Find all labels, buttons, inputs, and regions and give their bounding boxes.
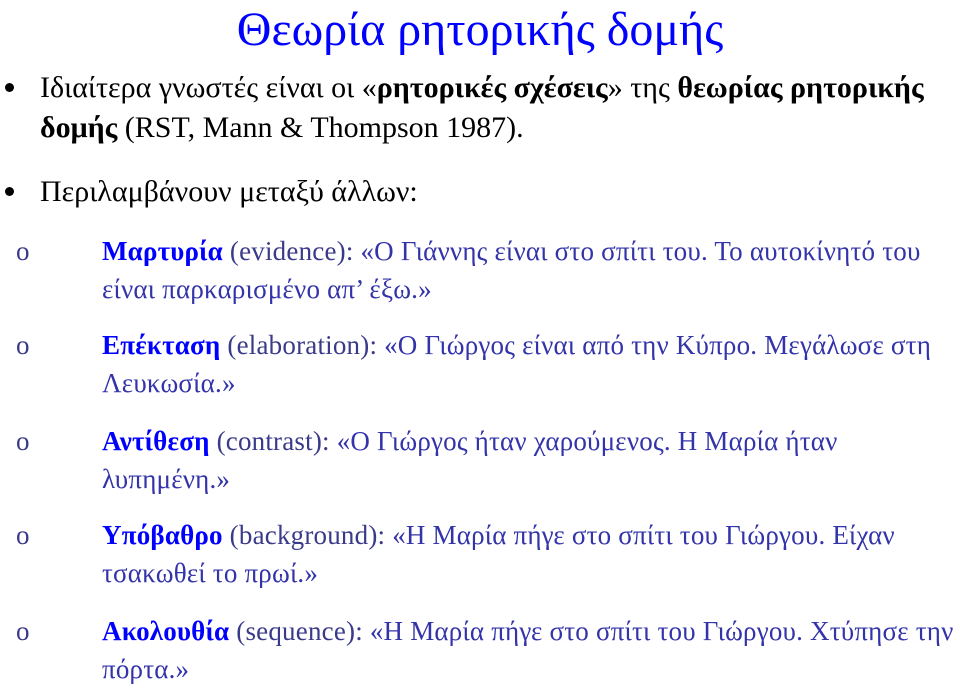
relation-gloss: (evidence): [222, 236, 361, 266]
sub-bullet-marker: o [16, 236, 30, 266]
relation-gloss: (background): [222, 520, 393, 550]
bullet-dot-icon [5, 187, 14, 196]
relation-term: Αντίθεση [102, 426, 210, 456]
bullet-dot-icon [5, 83, 14, 92]
relation-term: Επέκταση [102, 330, 221, 360]
relation-example: «Ο Γιώργος είναι από την Κύπρο. Μεγάλωσε στη Λευκωσία.» [102, 330, 932, 398]
relation-example: «Ο Γιάννης είναι στο σπίτι του. Το αυτοκίνητό του είναι παρκαρισμένο απ’ έξω.» [102, 236, 921, 304]
sub-bullet-marker: o [16, 330, 30, 360]
relation-gloss: (elaboration): [220, 330, 385, 360]
relation-item-background [16, 516, 957, 592]
relation-term: Ακολουθία [102, 616, 230, 646]
relation-example: «Ο Γιώργος ήταν χαρούμενος. Η Μαρία ήταν λυπημένη.» [102, 426, 838, 494]
bullet-item [40, 68, 950, 148]
bullet-bold-theory: θεωρίας ρητορικής δομής [40, 71, 924, 144]
relation-example: «Η Μαρία πήγε στο σπίτι του Γιώργου. Είχαν τσακωθεί το πρωί.» [102, 520, 895, 588]
relation-example: «Η Μαρία πήγε στο σπίτι του Γιώργου. Χτύπησε την πόρτα.» [102, 616, 954, 684]
sub-bullet-marker: o [16, 426, 30, 456]
bullet-text: Περιλαμβάνουν μεταξύ άλλων: [40, 175, 418, 208]
relation-item-contrast [16, 422, 957, 498]
bullet-item [40, 172, 950, 212]
bullet-bold-term: ρητορικές σχέσεις [376, 71, 608, 104]
bullet-text-pre: Ιδιαίτερα γνωστές είναι οι « [40, 71, 377, 104]
bullet-text-post: (RST, Mann & Thompson 1987). [117, 111, 524, 144]
relation-gloss: (contrast): [209, 426, 337, 456]
sub-bullet-marker: o [16, 616, 30, 646]
relation-gloss: (sequence): [229, 616, 370, 646]
relation-term: Υπόβαθρο [102, 520, 223, 550]
bullet-text-mid: » της [607, 71, 678, 104]
relation-term: Μαρτυρία [102, 236, 223, 266]
relation-item-evidence [16, 232, 957, 308]
relation-item-sequence [16, 612, 957, 688]
sub-bullet-marker: o [16, 520, 30, 550]
relation-item-elaboration [16, 326, 957, 402]
slide-title: Θεωρία ρητορικής δομής [236, 3, 724, 56]
